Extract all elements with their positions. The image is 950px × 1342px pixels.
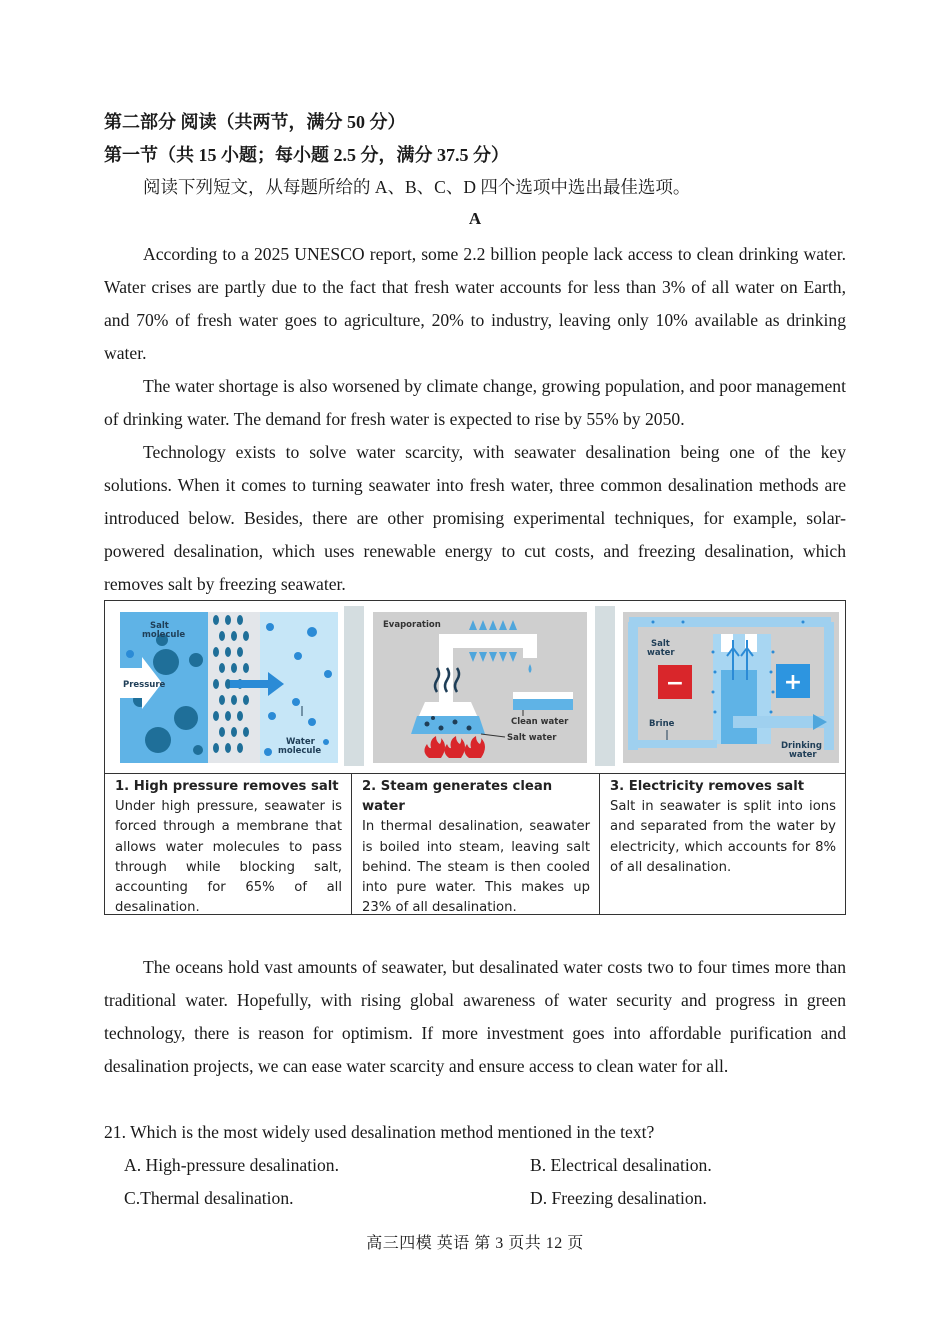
salt-water-label: Salt water (507, 733, 557, 743)
paragraph-4: The oceans hold vast amounts of seawater, but desalinated water costs two to four times more than traditional water. Hopefully, with rising global awareness of water security and progress in green technology, there is reason for optimism. If more investment goes into affordable purification and desalination projects, we can ease water scarcity and ensure access to clean water for all. (104, 957, 846, 1076)
option-c[interactable]: C.Thermal desalination. (124, 1188, 294, 1208)
pressure-label: Pressure (123, 680, 166, 690)
paragraph-1: According to a 2025 UNESCO report, some 2.2 billion people lack access to clean drinking water. Water crises are partly due to the fact that fresh water accounts for less than 3% of all water on Earth, and 70% of fresh water goes to agriculture, 20% to industry, leaving only 10% available as drinking water. (104, 244, 846, 363)
salt-water-label-1: Salt (651, 639, 670, 649)
clean-water-label: Clean water (511, 717, 569, 727)
method-title: 2. Steam generates clean water (362, 779, 553, 815)
method-title: 3. Electricity removes salt (610, 779, 805, 794)
method-cell-high-pressure (105, 774, 352, 914)
water-molecule-label-1: Water (286, 737, 315, 747)
option-d[interactable]: D. Freezing desalination. (530, 1188, 707, 1208)
divider-bar-1 (344, 606, 364, 766)
brine-label: Brine (649, 719, 675, 729)
method-description: In thermal desalination, seawater is boiled into steam, leaving salt behind. The steam is then cooled into pure water. This makes up 23% of all desalination. (362, 819, 590, 916)
paragraph-2: The water shortage is also worsened by climate change, growing population, and poor management of drinking water. The demand for fresh water is expected to rise by 55% by 2050. (104, 376, 846, 429)
method-title: 1. High pressure removes salt (115, 779, 339, 794)
paragraph-3: Technology exists to solve water scarcity, with seawater desalination being one of the key solutions. When it comes to turning seawater into fresh water, three common desalination methods are introduced below. Besides, there are other promising experimental techniques, for example, solar-powered desalination, which uses renewable energy to cut costs, and freezing desalination, which removes salt by freezing seawater. (104, 442, 846, 594)
illustration-row (105, 601, 845, 774)
section-title: 第一节（共 15 小题；每小题 2.5 分，满分 37.5 分） (104, 145, 509, 165)
salt-water-label-2: water (647, 648, 675, 658)
divider-bar-2 (595, 606, 615, 766)
thermal-illustration (373, 612, 587, 763)
desalination-figure-table (104, 600, 846, 915)
water-molecule-label-2: molecule (278, 746, 322, 756)
electricity-illustration (623, 612, 839, 763)
page-footer: 高三四模 英语 第 3 页共 12 页 (366, 1235, 584, 1252)
option-b[interactable]: B. Electrical desalination. (530, 1155, 712, 1175)
method-cell-steam (352, 774, 600, 914)
drinking-water-label-2: water (789, 750, 817, 760)
minus-electrode-sign: − (665, 671, 685, 696)
drinking-water-label-1: Drinking (781, 741, 822, 751)
salt-molecule-label-2: molecule (142, 630, 186, 640)
evaporation-label: Evaporation (383, 620, 441, 630)
salt-molecule-label-1: Salt (150, 621, 169, 631)
option-a[interactable]: A. High-pressure desalination. (124, 1155, 339, 1175)
instruction: 阅读下列短文，从每题所给的 A、B、C、D 四个选项中选出最佳选项。 (143, 177, 691, 197)
method-description: Salt in seawater is split into ions and separated from the water by electricity, which accounts for 8% of all desalination. (610, 799, 836, 875)
method-cell-electricity (600, 774, 845, 914)
part-title: 第二部分 阅读（共两节，满分 50 分） (104, 112, 406, 132)
plus-electrode-sign: + (783, 670, 803, 695)
question-21-stem: 21. Which is the most widely used desalination method mentioned in the text? (104, 1122, 655, 1142)
high-pressure-illustration (120, 612, 338, 763)
passage-letter: A (468, 209, 482, 228)
method-description: Under high pressure, seawater is forced through a membrane that allows water molecules to pass through while blocking salt, accounting for 65% of all desalination. (115, 799, 342, 916)
